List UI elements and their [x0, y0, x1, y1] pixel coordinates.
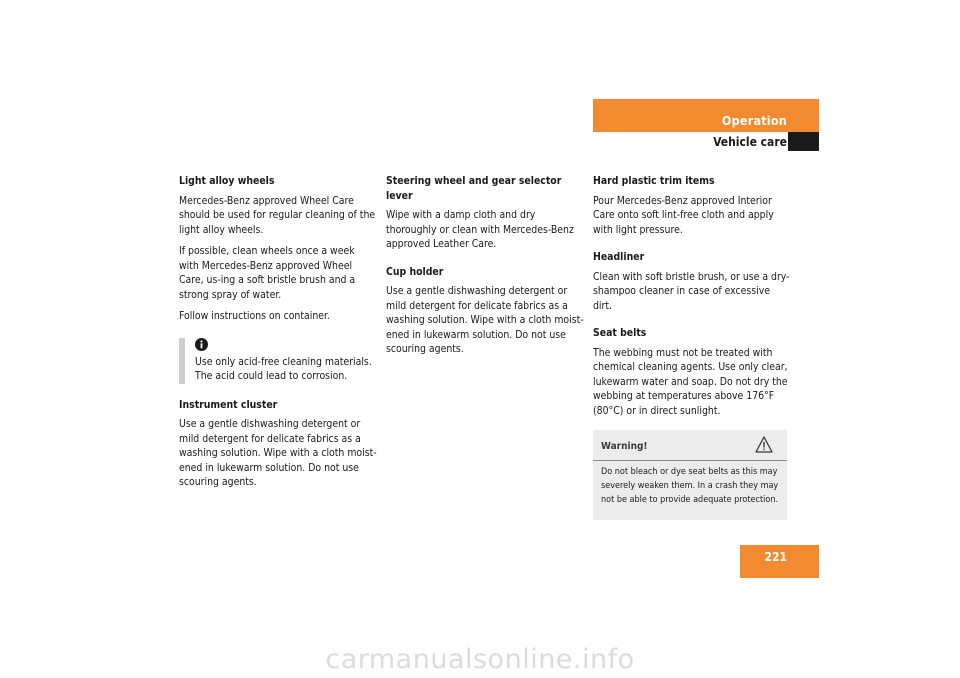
section-title: Operation: [721, 113, 787, 128]
heading-headliner: Headliner: [593, 251, 645, 263]
note-text: Use only acid-free cleaning materials. The acid could lead to corrosion.: [195, 355, 372, 382]
heading-instrument-cluster: Instrument cluster: [179, 398, 278, 411]
page-number-box: [740, 545, 819, 578]
warning-box: [593, 430, 787, 520]
warning-title: Warning!: [601, 441, 648, 452]
subsection-title: Vehicle care: [713, 135, 787, 149]
heading-steering-wheel: Steering wheel and gear selector lever: [386, 175, 562, 202]
watermark: carmanualsonline.info: [325, 644, 635, 675]
subsection-marker-block: [788, 132, 819, 151]
section-header-bar: [593, 99, 819, 132]
heading-light-alloy-wheels: Light alloy wheels: [179, 175, 275, 187]
paragraph: The webbing must not be treated with chemical cleaning agents. Use only clear, lukewarm water and soap. Do not dry the webbing at temperatures above 176°F (80°C) or in direct sunlight.: [593, 346, 788, 417]
subsection-header-row: [593, 132, 819, 151]
heading-seat-belts: Seat belts: [593, 327, 647, 339]
paragraph: Wipe with a damp cloth and dry thoroughly or clean with Mercedes-Benz approved Leather Care.: [386, 209, 574, 250]
warning-header: [593, 430, 787, 461]
note-bar: [179, 338, 185, 384]
paragraph: Use a gentle dishwashing detergent or mild detergent for delicate fabrics as a washing solution. Wipe with a cloth moist-ened in lukewarm solution. Do not use scouring agents.: [179, 418, 377, 488]
paragraph: If possible, clean wheels once a week with Mercedes-Benz approved Wheel Care, us-ing a soft bristle brush and a strong spray of water.: [179, 245, 356, 301]
paragraph: Pour Mercedes-Benz approved Interior Care onto soft lint-free cloth and apply with light pressure.: [593, 194, 774, 236]
column-1: [179, 174, 377, 497]
heading-hard-plastic-trim: Hard plastic trim items: [593, 175, 715, 187]
paragraph: Clean with soft bristle brush, or use a dry-shampoo cleaner in case of excessive dirt.: [593, 270, 790, 312]
paragraph: Use a gentle dishwashing detergent or mild detergent for delicate fabrics as a washing solution. Wipe with a cloth moist-ened in lukewarm solution. Do not use scouring agents.: [386, 285, 584, 355]
warning-text: Do not bleach or dye seat belts as this may severely weaken them. In a crash they may not be able to provide adequate protection.: [601, 467, 779, 505]
paragraph: Mercedes-Benz approved Wheel Care should be used for regular cleaning of the light alloy wheels.: [179, 194, 376, 236]
column-2: [386, 174, 584, 364]
page-number: 221: [764, 550, 787, 564]
heading-cup-holder: Cup holder: [386, 265, 444, 278]
info-note: [179, 338, 377, 384]
column-3: [593, 174, 791, 520]
paragraph: Follow instructions on container.: [179, 310, 330, 322]
info-icon: [195, 338, 208, 351]
warning-triangle-icon: [755, 436, 773, 453]
